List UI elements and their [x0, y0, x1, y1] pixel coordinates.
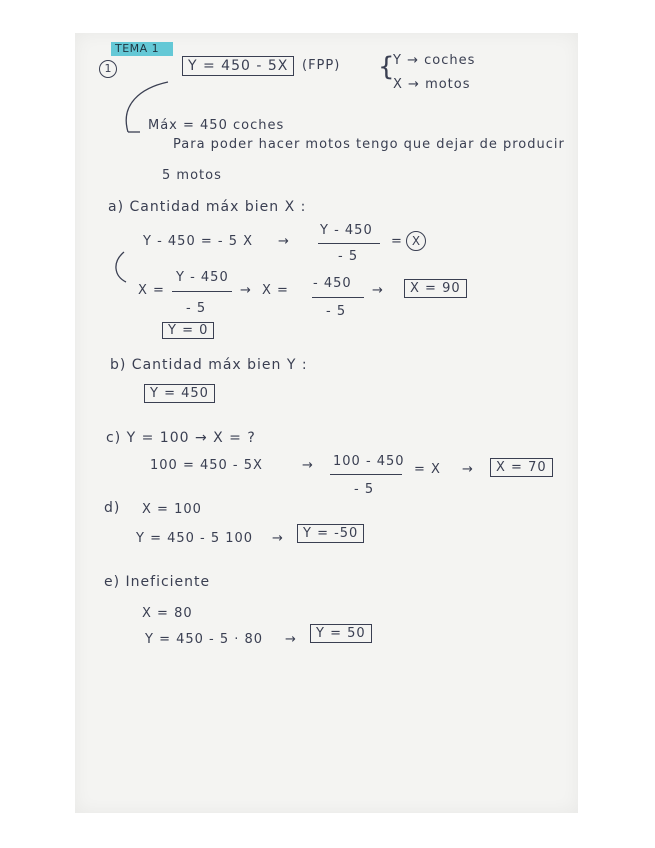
brace: { — [378, 52, 395, 82]
part-e-heading: e) Ineficiente — [104, 574, 211, 590]
equals-sign: = — [391, 234, 403, 249]
y-zero-box: Y = 0 — [162, 322, 214, 339]
part-c-heading: c) Y = 100 → X = ? — [106, 430, 256, 446]
part-c-frac-denominator: - 5 — [354, 482, 375, 497]
frac2-denominator: - 5 — [186, 301, 207, 316]
x-equals-label: X = — [138, 283, 165, 298]
variable-y: Y → coches — [393, 53, 476, 68]
part-a-heading: a) Cantidad máx bien X : — [108, 199, 307, 215]
variable-x: X → motos — [393, 77, 471, 92]
part-c-frac-numerator: 100 - 450 — [333, 454, 405, 469]
part-b-result: Y = 450 — [144, 384, 215, 403]
fraction-bar — [312, 297, 364, 298]
part-d-heading: d) — [104, 500, 121, 516]
circled-x: X — [406, 231, 426, 251]
frac1-denominator: - 5 — [338, 249, 359, 264]
fpp-equation: Y = 450 - 5X — [182, 56, 294, 76]
part-d-given: X = 100 — [142, 502, 202, 517]
part-b-heading: b) Cantidad máx bien Y : — [110, 357, 308, 373]
arrow-icon: → — [302, 458, 314, 473]
arrow-icon: → — [278, 234, 290, 249]
frac3-denominator: - 5 — [326, 304, 347, 319]
arrow-icon: → — [285, 632, 297, 647]
part-a-result: X = 90 — [404, 279, 467, 298]
part-d-result: Y = -50 — [297, 524, 364, 543]
x-equals-label-2: X = — [262, 283, 289, 298]
max-line: Máx = 450 coches — [148, 118, 285, 133]
part-c-result: X = 70 — [490, 458, 553, 477]
explanation-line-2: 5 motos — [162, 168, 222, 183]
fraction-bar — [330, 474, 402, 475]
topic-tag: TEMA 1 — [111, 42, 173, 56]
arrow-icon: → — [372, 283, 384, 298]
arrow-icon: → — [272, 531, 284, 546]
fpp-label: (FPP) — [302, 58, 341, 73]
part-a-eq1: Y - 450 = - 5 X — [143, 234, 253, 249]
part-e-eq: Y = 450 - 5 · 80 — [145, 632, 264, 647]
part-c-eq: 100 = 450 - 5X — [150, 458, 263, 473]
arrow-icon: → — [240, 283, 252, 298]
explanation-line-1: Para poder hacer motos tengo que dejar de producir — [173, 137, 565, 152]
frac3-numerator: - 450 — [313, 276, 352, 291]
part-e-given: X = 80 — [142, 606, 193, 621]
fraction-bar — [172, 291, 232, 292]
frac1-numerator: Y - 450 — [320, 223, 373, 238]
exercise-number: 1 — [99, 60, 117, 78]
part-d-eq: Y = 450 - 5 100 — [136, 531, 254, 546]
frac2-numerator: Y - 450 — [176, 270, 229, 285]
part-e-result: Y = 50 — [310, 624, 372, 643]
fraction-bar — [318, 243, 380, 244]
part-c-eq-x: = X — [414, 462, 441, 477]
arrow-icon: → — [462, 462, 474, 477]
